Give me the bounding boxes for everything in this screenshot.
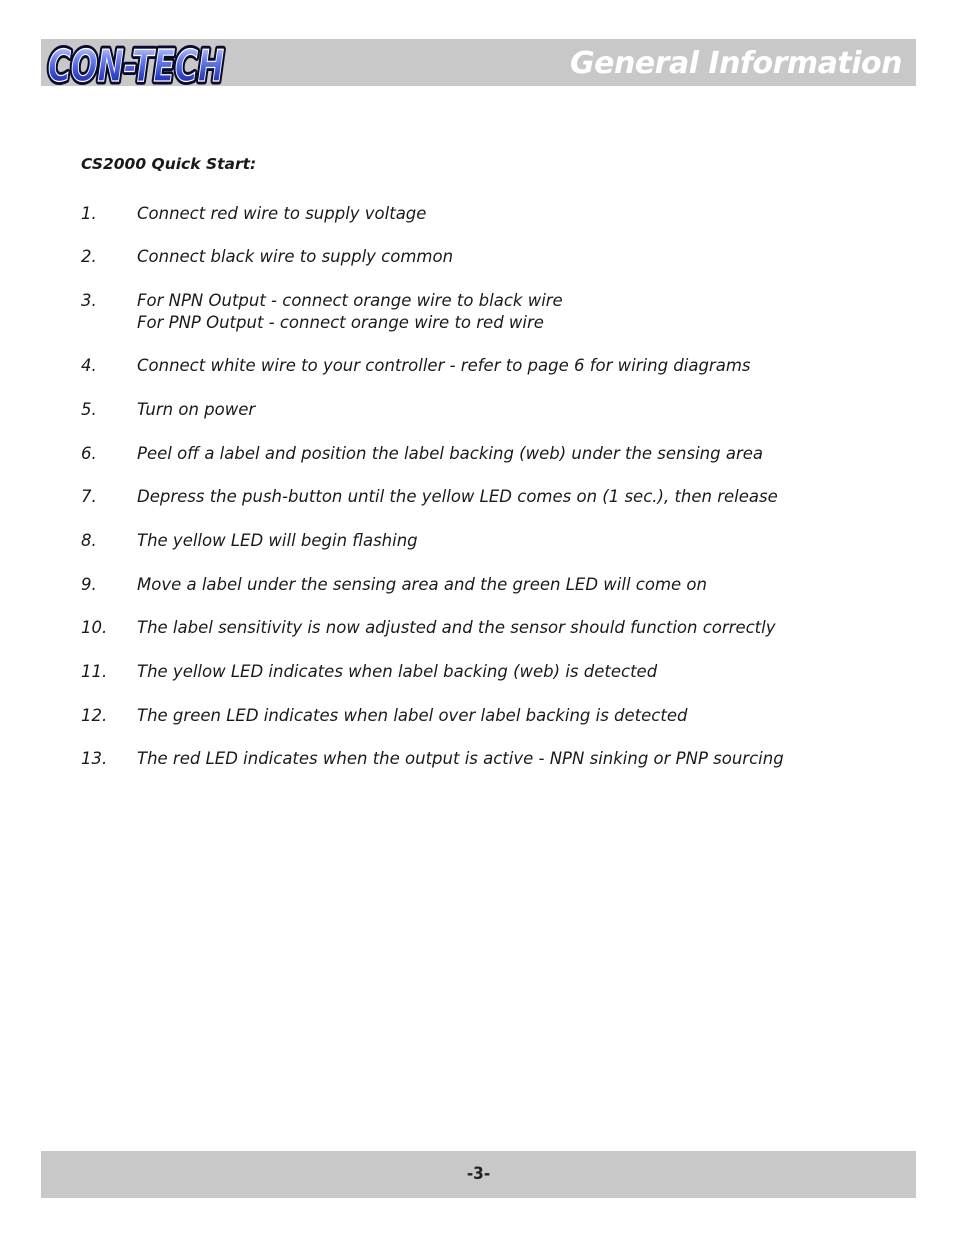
step-number: 13. [81, 749, 108, 768]
step-text [137, 443, 763, 465]
step-number: 1. [81, 204, 97, 223]
step-line: For PNP Output - connect orange wire to red wire [137, 313, 544, 332]
section-heading: CS2000 Quick Start: [81, 155, 257, 173]
step-number: 6. [81, 444, 97, 463]
step-line: The yellow LED will begin flashing [137, 531, 418, 550]
step-number: 7. [81, 487, 97, 506]
step-line: The label sensitivity is now adjusted and the sensor should function correctly [137, 618, 776, 637]
step-line: The green LED indicates when label over label backing is detected [137, 706, 688, 725]
step-number: 12. [81, 706, 108, 725]
step-line: For NPN Output - connect orange wire to black wire [137, 291, 563, 310]
svg-text:CON-TECH: CON-TECH [48, 41, 224, 88]
step-number: 11. [81, 662, 108, 681]
step-text [137, 530, 418, 552]
step-number: 3. [81, 291, 97, 310]
step-number: 10. [81, 618, 108, 637]
step-text [137, 246, 453, 268]
page-number: -3- [466, 1164, 491, 1184]
step-line: Move a label under the sensing area and the green LED will come on [137, 575, 707, 594]
step-number: 2. [81, 247, 97, 266]
step-line: The yellow LED indicates when label backing (web) is detected [137, 662, 658, 681]
step-text [137, 486, 778, 508]
step-text [137, 203, 426, 225]
step-text [137, 705, 687, 727]
step-text [137, 574, 707, 596]
step-line: Connect red wire to supply voltage [137, 204, 427, 223]
step-line: Connect black wire to supply common [137, 247, 454, 266]
step-text [137, 661, 657, 683]
footer-bar [41, 1151, 916, 1198]
step-number: 4. [81, 356, 97, 375]
step-line: Connect white wire to your controller - refer to page 6 for wiring diagrams [137, 356, 751, 375]
step-text [137, 290, 563, 334]
step-number: 5. [81, 400, 97, 419]
step-line: Turn on power [137, 400, 256, 419]
step-line: Depress the push-button until the yellow LED comes on (1 sec.), then release [137, 487, 778, 506]
step-number: 8. [81, 531, 97, 550]
step-line: The red LED indicates when the output is active - NPN sinking or PNP sourcing [137, 749, 784, 768]
step-text [137, 748, 784, 770]
page-title: General Information [569, 46, 902, 81]
step-text [137, 617, 776, 639]
step-text [137, 355, 751, 377]
step-number: 9. [81, 575, 97, 594]
step-text [137, 399, 255, 421]
step-line: Peel off a label and position the label backing (web) under the sensing area [137, 444, 764, 463]
con-tech-logo [40, 38, 228, 88]
svg-text:CON-TECH: CON-TECH [48, 41, 224, 88]
